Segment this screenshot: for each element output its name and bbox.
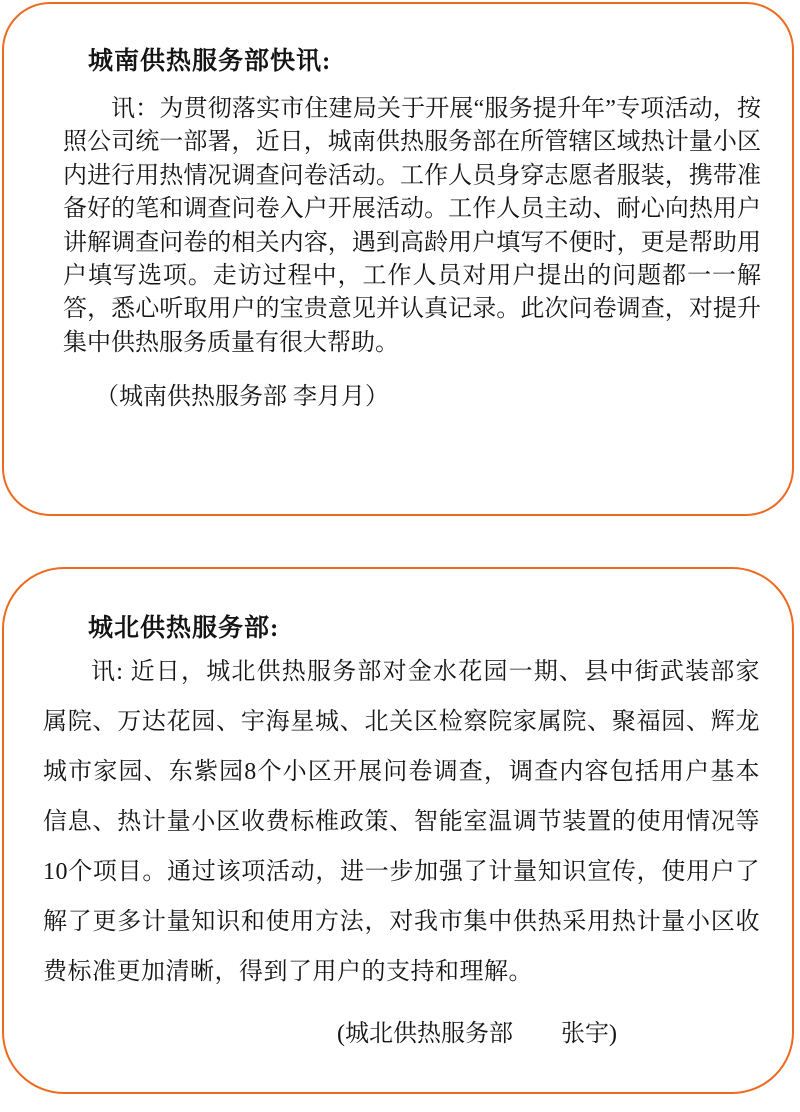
- news-title-chengbei: 城北供热服务部:: [88, 615, 280, 642]
- news-body-chengnan: 讯：为贯彻落实市住建局关于开展“服务提升年”专项活动，按照公司统一部署，近日，城南供热服务部在所管辖区域热计量小区内进行用热情况调查问卷活动。工作人员身穿志愿者服装，携带准备好的笔和调查问卷入户开展活动。工作人员主动、耐心向热用户讲解调查问卷的相关内容，遇到高龄用户填写不便时，更是帮助用户填写选项。走访过程中，工作人员对用户提出的问题都一一解答，悉心听取用户的宝贵意见并认真记录。此次问卷调查，对提升集中供热服务质量有很大帮助。: [63, 96, 761, 356]
- news-box-chengnan: [2, 2, 794, 516]
- news-signature-chengnan: （城南供热服务部 李月月）: [95, 384, 389, 410]
- news-signature-chengbei: (城北供热服务部 张宇): [337, 1021, 617, 1047]
- news-box-chengbei: [2, 567, 794, 1094]
- news-title-chengnan: 城南供热服务部快讯:: [88, 48, 332, 75]
- news-body-chengbei: 讯: 近日，城北供热服务部对金水花园一期、县中街武装部家属院、万达花园、宇海星城、北关区检察院家属院、聚福园、辉龙城市家园、东紫园8个小区开展问卷调查，调查内容包括用户基本信息、热计量小区收费标椎政策、智能室温调节装置的使用情况等10个项目。通过该项活动，进一步加强了计量知识宣传，使用户了解了更多计量知识和使用方法，对我市集中供热采用热计量小区收费标准更加清晰，得到了用户的支持和理解。: [43, 659, 760, 985]
